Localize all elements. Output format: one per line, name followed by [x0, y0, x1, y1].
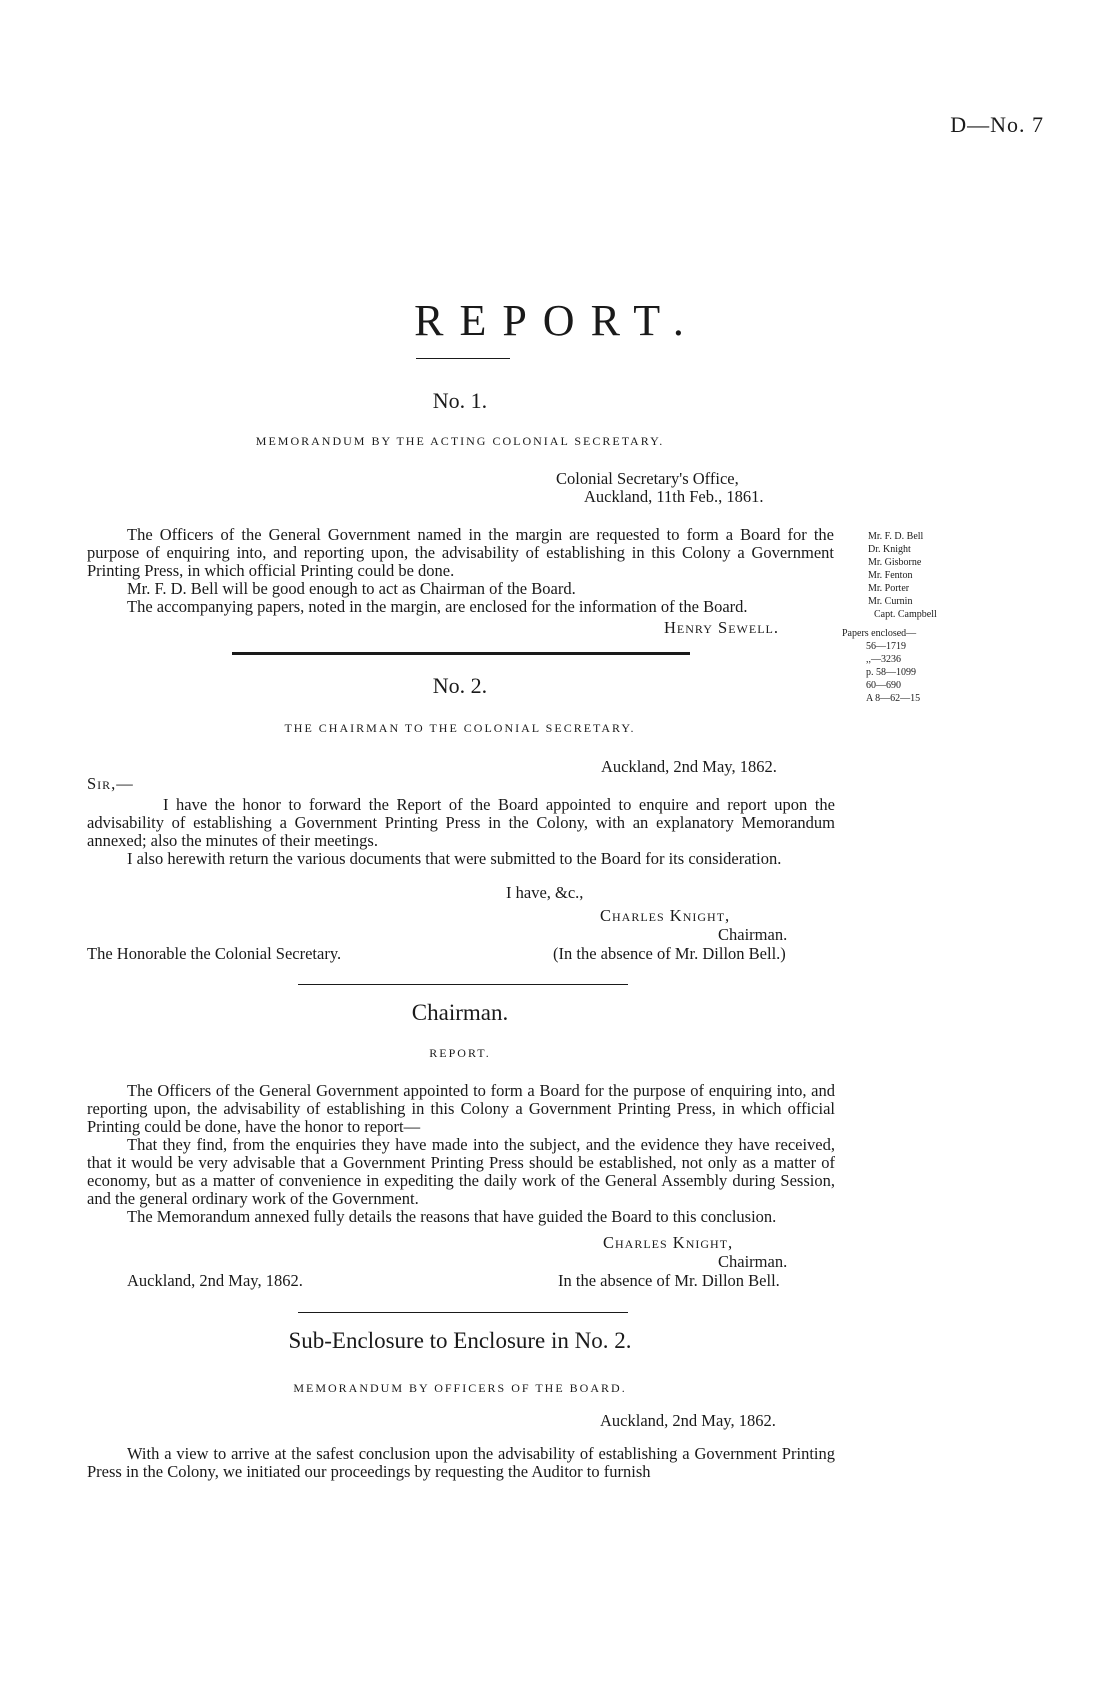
sub-enclosure-body [87, 1445, 835, 1481]
enclosure-paragraph-3: The Memorandum annexed fully details the reasons that have guided the Board to this conclusion. [127, 1207, 777, 1226]
enclosure-signatory-title: Chairman. [718, 1252, 788, 1271]
margin-paper: ,,—3236 [866, 654, 901, 665]
no1-signature: Henry Sewell. [664, 618, 779, 637]
margin-papers-label: Papers enclosed— [842, 628, 917, 639]
section-divider-thick [232, 652, 690, 655]
title-divider [416, 358, 510, 359]
no2-date: Auckland, 2nd May, 1862. [601, 757, 777, 776]
enclosure-title: Chairman. [411, 1000, 509, 1025]
margin-paper: A 8—62—15 [866, 693, 921, 704]
section-divider [298, 1312, 628, 1313]
no2-signature: Charles Knight, [600, 906, 731, 925]
no1-paragraph-2: Mr. F. D. Bell will be good enough to act as Chairman of the Board. [127, 579, 576, 598]
enclosure-signature: Charles Knight, [603, 1233, 734, 1252]
sub-enclosure-title: Sub-Enclosure to Enclosure in No. 2. [288, 1328, 632, 1353]
no2-addressee: The Honorable the Colonial Secretary. [87, 944, 342, 963]
no2-subheading: THE CHAIRMAN TO THE COLONIAL SECRETARY. [284, 721, 636, 735]
sub-enclosure-paragraph-1: With a view to arrive at the safest conclusion upon the advisability of establishing a Government Printing Press in the Colony, we initiated our proceedings by requesting the Auditor to furnish [87, 1444, 835, 1481]
margin-name: Mr. Curnin [868, 596, 913, 607]
margin-paper: 60—690 [866, 680, 901, 691]
enclosure-date: Auckland, 2nd May, 1862. [127, 1271, 303, 1290]
no1-body [87, 526, 834, 616]
margin-name: Mr. Gisborne [868, 557, 922, 568]
enclosure-body [87, 1082, 835, 1226]
no1-paragraph-3: The accompanying papers, noted in the margin, are enclosed for the information of the Board. [127, 597, 748, 616]
enclosure-subheading: REPORT. [429, 1046, 491, 1060]
margin-name: Mr. Porter [868, 583, 910, 594]
no2-signatory-title: Chairman. [718, 925, 788, 944]
no1-heading: No. 1. [432, 388, 488, 413]
no2-paragraph-2: I also herewith return the various documents that were submitted to the Board for its consideration. [127, 849, 782, 868]
enclosure-paragraph-1: The Officers of the General Government appointed to form a Board for the purpose of enquiring into, and reporting upon, the advisability of establishing in this Colony a Government Printing Press, in which official Printing could be done, have the honor to report— [87, 1081, 835, 1136]
margin-names [868, 530, 988, 621]
margin-papers [842, 627, 972, 705]
margin-paper: p. 58—1099 [866, 667, 916, 678]
margin-name: Mr. F. D. Bell [868, 531, 924, 542]
margin-name: Dr. Knight [868, 544, 911, 555]
sub-enclosure-date: Auckland, 2nd May, 1862. [600, 1411, 776, 1430]
document-reference: D—No. 7 [950, 112, 1044, 137]
margin-name: Mr. Fenton [868, 570, 913, 581]
margin-paper: 56—1719 [866, 641, 906, 652]
no1-address-line1: Colonial Secretary's Office, [556, 469, 739, 488]
enclosure-absence-note: In the absence of Mr. Dillon Bell. [558, 1271, 780, 1290]
no2-paragraph-1: I have the honor to forward the Report of the Board appointed to enquire and report upon the advisability of establishing a Government Printing Press in the Colony, with an explanatory Memorandum annexed; also the minutes of their meetings. [87, 795, 835, 850]
section-divider [298, 984, 628, 985]
no1-address-line2: Auckland, 11th Feb., 1861. [584, 487, 764, 506]
page-title: REPORT. [414, 296, 700, 345]
no2-salutation: Sir,— [87, 774, 134, 793]
margin-name: Capt. Campbell [874, 609, 937, 620]
enclosure-paragraph-2: That they find, from the enquiries they have made into the subject, and the evidence they have received, that it would be very advisable that a Government Printing Press should be established, not only as a matter of economy, but as a matter of convenience in expediting the daily work of the General Assembly during Session, and the general ordinary work of the Government. [87, 1135, 835, 1208]
no2-closing: I have, &c., [506, 883, 584, 902]
no2-body [87, 796, 835, 868]
no1-subheading: MEMORANDUM BY THE ACTING COLONIAL SECRETARY. [255, 434, 665, 448]
no1-address [556, 470, 764, 506]
no1-paragraph-1: The Officers of the General Government named in the margin are requested to form a Board for the purpose of enquiring into, and reporting upon, the advisability of establishing in this Colony a Government Printing Press, in which official Printing could be done. [87, 525, 834, 580]
sub-enclosure-subheading: MEMORANDUM BY OFFICERS OF THE BOARD. [293, 1381, 627, 1395]
no2-heading: No. 2. [432, 673, 488, 698]
no2-absence-note: (In the absence of Mr. Dillon Bell.) [553, 944, 786, 963]
